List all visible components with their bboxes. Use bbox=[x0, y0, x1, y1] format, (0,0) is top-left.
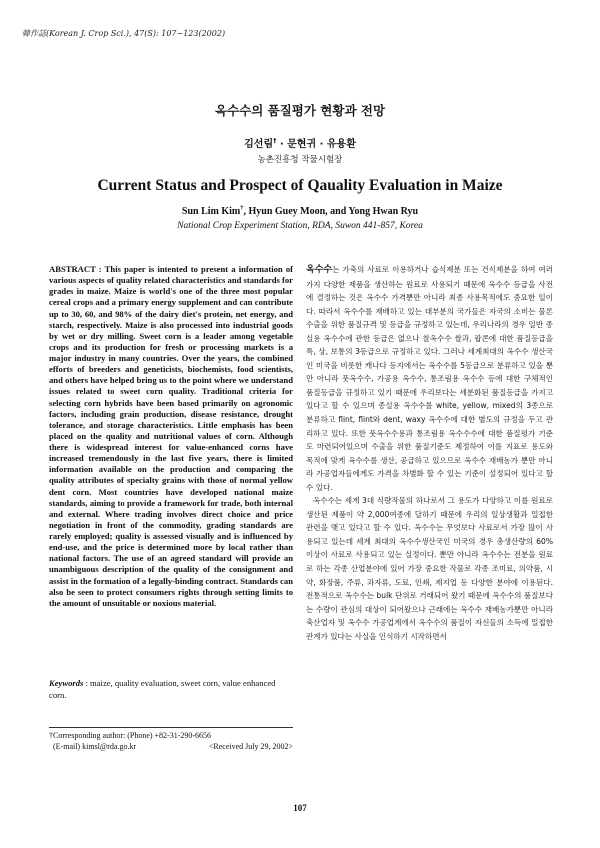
english-authors bbox=[0, 206, 600, 217]
korean-paragraph-2: 옥수수는 세계 3대 식량작물의 하나로서 그 용도가 다양하고 이를 원료로 생산된 제품이 약 2,000여종에 달하기 때문에 우리의 일상생활과 밀접한 관련을 맺고 있다고 할 수 있다. 옥수수는 무엇보다 사료로서 가장 많이 사용되고 있는데 세계 최대의 옥수수생산국인 미국의 경우 총생산량의 60% 이상이 사료로 사용되고 있는 실정이다. 뿐만 아니라 옥수수는 전분을 원료로 하는 각종 산업분야에 있어 가장 중요한 작물로 각종 조미료, 의약품, 시약, 화장품, 주류, 과자류, 도료, 인쇄, 제지업 등 다양한 분야에 이용된다. 전통적으로 옥수수는 bulk 단위로 거래되어 왔기 때문에 옥수수의 품질보다는 수량이 관심의 대상이 되어왔으나 근래에는 옥수수 재배농가뿐만 아니라 축산업자 및 옥수수 가공업계에서 옥수수의 품질이 자신들의 소득에 밀접한 관계가 있다는 사실을 인식하기 시작하면서 bbox=[306, 496, 553, 641]
dagger-mark: † bbox=[273, 136, 277, 145]
footnote-contact bbox=[49, 742, 293, 752]
korean-authors-rest: · 문현귀 · 유용환 bbox=[276, 139, 356, 150]
journal-header: 韓作誌(Korean J. Crop Sci.), 47(S): 107~123(2002) bbox=[22, 29, 226, 38]
page-number: 107 bbox=[293, 803, 307, 813]
korean-authors bbox=[0, 135, 600, 150]
keywords-label: Keywords bbox=[49, 678, 84, 688]
keywords bbox=[49, 678, 293, 701]
dagger-mark-en: † bbox=[240, 204, 244, 212]
korean-body-p1: 는 가축의 사료로 이용하거나 습식제분 또는 건식제분을 하여 여러 가지 다양한 제품을 생산하는 원료로 사용되기 때문에 옥수수 등급을 사전에 결정하는 것은 옥수수 가격뿐만 아니라 최종 사용목적에도 중요한 일이다. 따라서 옥수수를 재배하고 있는 대부분의 국가들은 자국의 소비는 물론 수출을 위한 품질규격 및 등급을 규정하고 있는데, 우리나라의 경우 일반 종실용 옥수수에 관한 등급은 없으나 찰옥수수 쌀과, 팝콘에 대한 품질등급을 특, 상, 보통의 3등급으로 규정하고 있다. 그러나 세계최대의 옥수수 생산국인 미국을 비롯한 캐나다 등지에서는 옥수수를 5등급으로 분류하고 있을 뿐만 아니라 풋옥수수, 가공용 옥수수, 통조림용 옥수수 등에 대한 구체적인 품질등급을 규정하고 있기 때문에 우리보다는 세분화된 품질등급을 가지고 있다고 할 수 있으며 종실용 옥수수를 white, yellow, mixed의 3종으로 분류하고 flint, flint와 dent, waxy 옥수수에 대한 별도의 규정을 두고 관리하고 있다. 또한 풋옥수수용과 통조림용 옥수수수에 대한 품질평가 기준도 마련되어있으며 수출을 위한 품질기준도 제정하여 이를 지표로 용도와 목적에 맞게 옥수수를 생산, 공급하고 있으므로 옥수수 재배농가 뿐만 아니라 가공업자들에게도 가격을 차별화 할 수 있는 기준이 설정되어 있다고 할 수 있다. bbox=[306, 265, 553, 492]
footnote-divider bbox=[49, 727, 293, 728]
korean-affiliation: 농촌진흥청 작물시험장 bbox=[257, 155, 343, 165]
footnote-received: <Received July 29, 2002> bbox=[208, 742, 293, 751]
footnote-email: (E-mail) kimsl@rda.go.kr bbox=[53, 742, 137, 751]
keywords-text: : maize, quality evaluation, sweet corn, value enhanced corn. bbox=[49, 678, 276, 700]
english-author-first: Sun Lim Kim bbox=[181, 206, 241, 217]
korean-title: 옥수수의 품질평가 현황과 전망 bbox=[214, 103, 386, 118]
korean-body bbox=[306, 263, 553, 643]
korean-body-lead: 옥수수 bbox=[306, 265, 333, 275]
english-title: Current Status and Prospect of Qauality Evaluation in Maize bbox=[97, 177, 503, 194]
english-authors-rest: , Hyun Guey Moon, and Yong Hwan Ryu bbox=[243, 206, 419, 217]
english-affiliation: National Crop Experiment Station, RDA, Suwon 441-857, Korea bbox=[177, 221, 423, 231]
korean-paragraph-1 bbox=[306, 263, 553, 494]
footnote-author: †Corresponding author: (Phone) +82-31-290-6656 bbox=[49, 731, 212, 740]
abstract: ABSTRACT : This paper is intented to present a information of various aspects of quality related characteristics and standards for grades in maize. Maize is world's one of the three most popular cereal crops and a primary energy supplement and can contribute up to 30, 60, and 98% of the dairy diet's protein, net energy, and starch, respectively. Maize is also processed into industrial goods by wet or dry milling. Sweet corn is a leader among vegetable crops and its production for fresh or processing markets is a major industry in many countries. Over the years, the combined efforts of breeders and geneticists, biochemists, food scientists, and others have helped bring us to the point where we understand issues related to sweet corn quality. Traditional criteria for selecting corn hybrids have been based primarily on agronomic factors, including grain production, disease resistance, drought tolerance, and storage characteristics. Little emphasis has been placed on the quality and nutritional values of corn. Although there is widespread interest for value-enhanced corns have increased tremendously in the last five years, there is limited information available on the production and comparing the quality attributes of specialty grains with those of normal yellow dent corn. Most countries have developed national maize standards, aiming to provide a framework for trade, both internal and external. Where trading involves direct choice and price negotiation in front of the commodity, grading standards are rarely employed; quality is assessed visually and is influenced by end-use, and the price is determined more by local rather than national factors. The use of an agreed standard will provide an unambiguous description of the quality of the consignment and assist in the formation of a legally-binding contract. Standards can also be seen to protect consumers rights through setting limits to the amount of unsuitable or noxious material. bbox=[49, 264, 293, 608]
korean-author-first: 김선림 bbox=[244, 139, 274, 150]
